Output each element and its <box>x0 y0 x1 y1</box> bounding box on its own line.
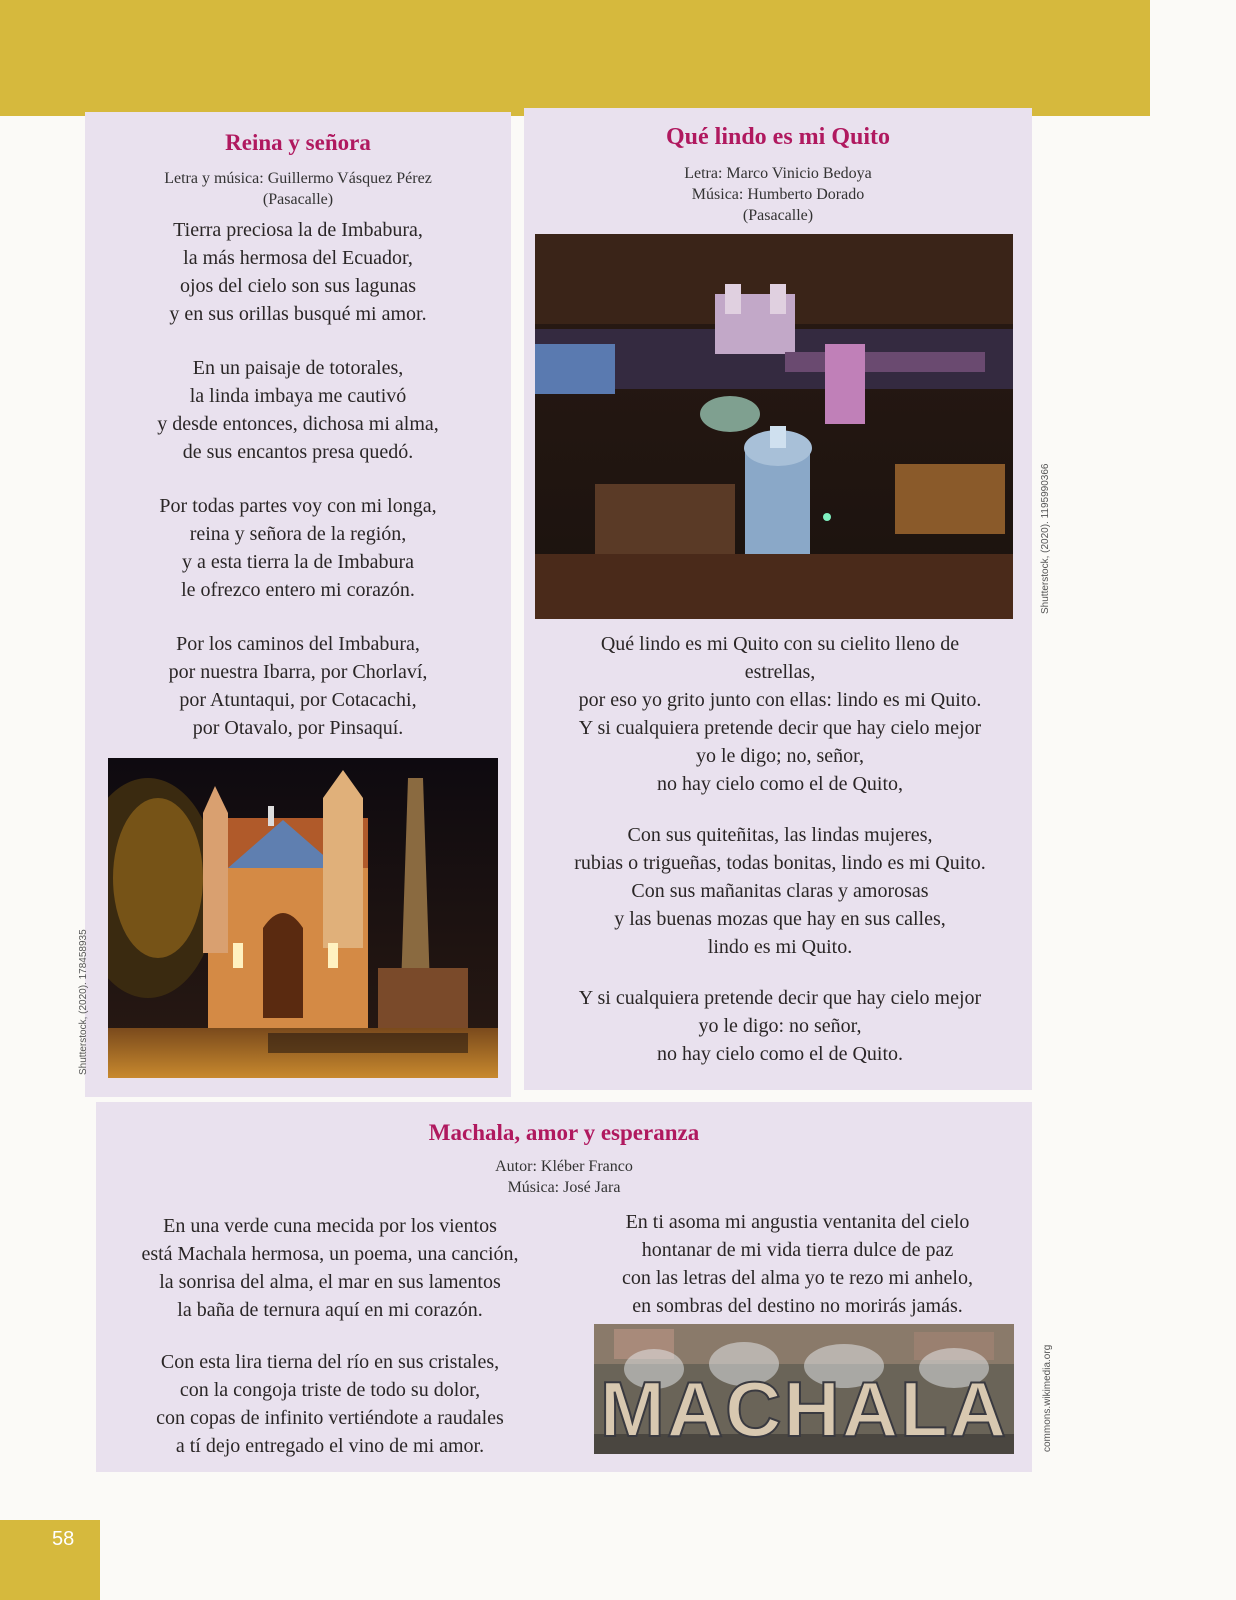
lyrics-right <box>590 1208 1005 1320</box>
verse-line: Con sus mañanitas claras y amorosas <box>631 880 929 902</box>
verse-line: ojos del cielo son sus lagunas <box>179 275 417 297</box>
verse-line: y las buenas mozas que hay en sus calles, <box>614 908 946 930</box>
stanza <box>85 354 511 466</box>
verse-line: Tierra preciosa la de Imbabura, <box>173 219 423 241</box>
verse-line: En una verde cuna mecida por los vientos <box>163 1215 497 1237</box>
verse-line: a tí dejo entregado el vino de mi amor. <box>175 1435 485 1457</box>
quito-night-photo <box>535 234 1013 619</box>
credit-line: Música: Humberto Dorado <box>691 186 865 203</box>
stanza <box>85 216 511 328</box>
stanza <box>110 1212 550 1324</box>
verse-line: con las letras del alma yo te rezo mi anhelo, <box>622 1267 973 1289</box>
song-credits <box>85 168 511 210</box>
verse-line: con copas de infinito vertiéndote a raudales <box>156 1407 504 1429</box>
song-title: Qué lindo es mi Quito <box>665 124 891 150</box>
page-number: 58 <box>52 1528 75 1550</box>
credit-line: (Pasacalle) <box>742 207 814 224</box>
verse-line: Y si cualquiera pretende decir que hay cielo mejor <box>578 987 982 1009</box>
verse-line: estrellas, <box>744 661 816 683</box>
lyrics <box>530 630 1030 1068</box>
verse-line: yo le digo: no señor, <box>698 1015 862 1037</box>
credit-line: (Pasacalle) <box>262 191 334 208</box>
machala-sign-photo <box>594 1324 1014 1454</box>
verse-line: por Otavalo, por Pinsaquí. <box>192 717 404 739</box>
verse-line: lindo es mi Quito. <box>707 936 853 958</box>
stanza <box>85 492 511 604</box>
credit-line: Música: José Jara <box>507 1179 621 1196</box>
verse-line: En un paisaje de totorales, <box>192 357 404 379</box>
verse-line: Y si cualquiera pretende decir que hay cielo mejor <box>578 717 982 739</box>
song-title: Machala, amor y esperanza <box>428 1120 700 1145</box>
photo-credit: Shutterstock, (2020). 178458935 <box>78 929 89 1075</box>
stanza <box>85 630 511 742</box>
verse-line: Por los caminos del Imbabura, <box>176 633 420 655</box>
verse-line: por eso yo grito junto con ellas: lindo es mi Quito. <box>578 689 982 711</box>
verse-line: la más hermosa del Ecuador, <box>183 247 413 269</box>
verse-line: la baña de ternura aquí en mi corazón. <box>177 1299 483 1321</box>
sign-lettering: MACHALA <box>599 1365 1009 1453</box>
stanza <box>530 821 1030 961</box>
lyrics-left <box>110 1212 550 1460</box>
ibarra-church-photo <box>108 758 498 1078</box>
credit-line: Letra y música: Guillermo Vásquez Pérez <box>164 170 432 187</box>
song-title: Reina y señora <box>225 130 371 155</box>
verse-line: hontanar de mi vida tierra dulce de paz <box>641 1239 954 1261</box>
verse-line: le ofrezco entero mi corazón. <box>181 579 415 601</box>
verse-line: no hay cielo como el de Quito. <box>656 1043 904 1065</box>
verse-line: la linda imbaya me cautivó <box>189 385 407 407</box>
verse-line: por Atuntaqui, por Cotacachi, <box>179 689 417 711</box>
verse-line: Con sus quiteñitas, las lindas mujeres, <box>627 824 933 846</box>
song-credits <box>524 163 1032 226</box>
stanza <box>110 1348 550 1460</box>
verse-line: rubias o trigueñas, todas bonitas, lindo es mi Quito. <box>574 852 986 874</box>
verse-line: reina y señora de la región, <box>189 523 407 545</box>
verse-line: Qué lindo es mi Quito con su cielito lleno de <box>600 633 960 655</box>
page-number-box <box>0 1520 100 1600</box>
verse-line: Con esta lira tierna del río en sus cristales, <box>160 1351 500 1373</box>
stanza <box>530 984 1030 1068</box>
photo-credit: commons.wikimedia.org <box>1042 1344 1053 1452</box>
header-color-band <box>0 0 1150 116</box>
verse-line: la sonrisa del alma, el mar en sus lamentos <box>159 1271 501 1293</box>
credit-line: Letra: Marco Vinicio Bedoya <box>684 165 872 182</box>
verse-line: y en sus orillas busqué mi amor. <box>169 303 427 325</box>
verse-line: está Machala hermosa, un poema, una canción, <box>141 1243 519 1265</box>
verse-line: Por todas partes voy con mi longa, <box>159 495 437 517</box>
verse-line: y a esta tierra la de Imbabura <box>181 551 415 573</box>
verse-line: no hay cielo como el de Quito, <box>656 773 904 795</box>
verse-line: de sus encantos presa quedó. <box>182 441 414 463</box>
stanza <box>590 1208 1005 1320</box>
verse-line: con la congoja triste de todo su dolor, <box>179 1379 481 1401</box>
verse-line: y desde entonces, dichosa mi alma, <box>157 413 439 435</box>
credit-line: Autor: Kléber Franco <box>495 1158 633 1175</box>
verse-line: En ti asoma mi angustia ventanita del cielo <box>625 1211 970 1233</box>
lyrics <box>85 216 511 742</box>
verse-line: en sombras del destino no morirás jamás. <box>632 1295 963 1317</box>
song-credits <box>96 1156 1032 1198</box>
verse-line: por nuestra Ibarra, por Chorlaví, <box>168 661 428 683</box>
stanza <box>530 630 1030 798</box>
verse-line: yo le digo; no, señor, <box>695 745 865 767</box>
photo-credit: Shutterstock, (2020). 1195990366 <box>1040 463 1051 614</box>
